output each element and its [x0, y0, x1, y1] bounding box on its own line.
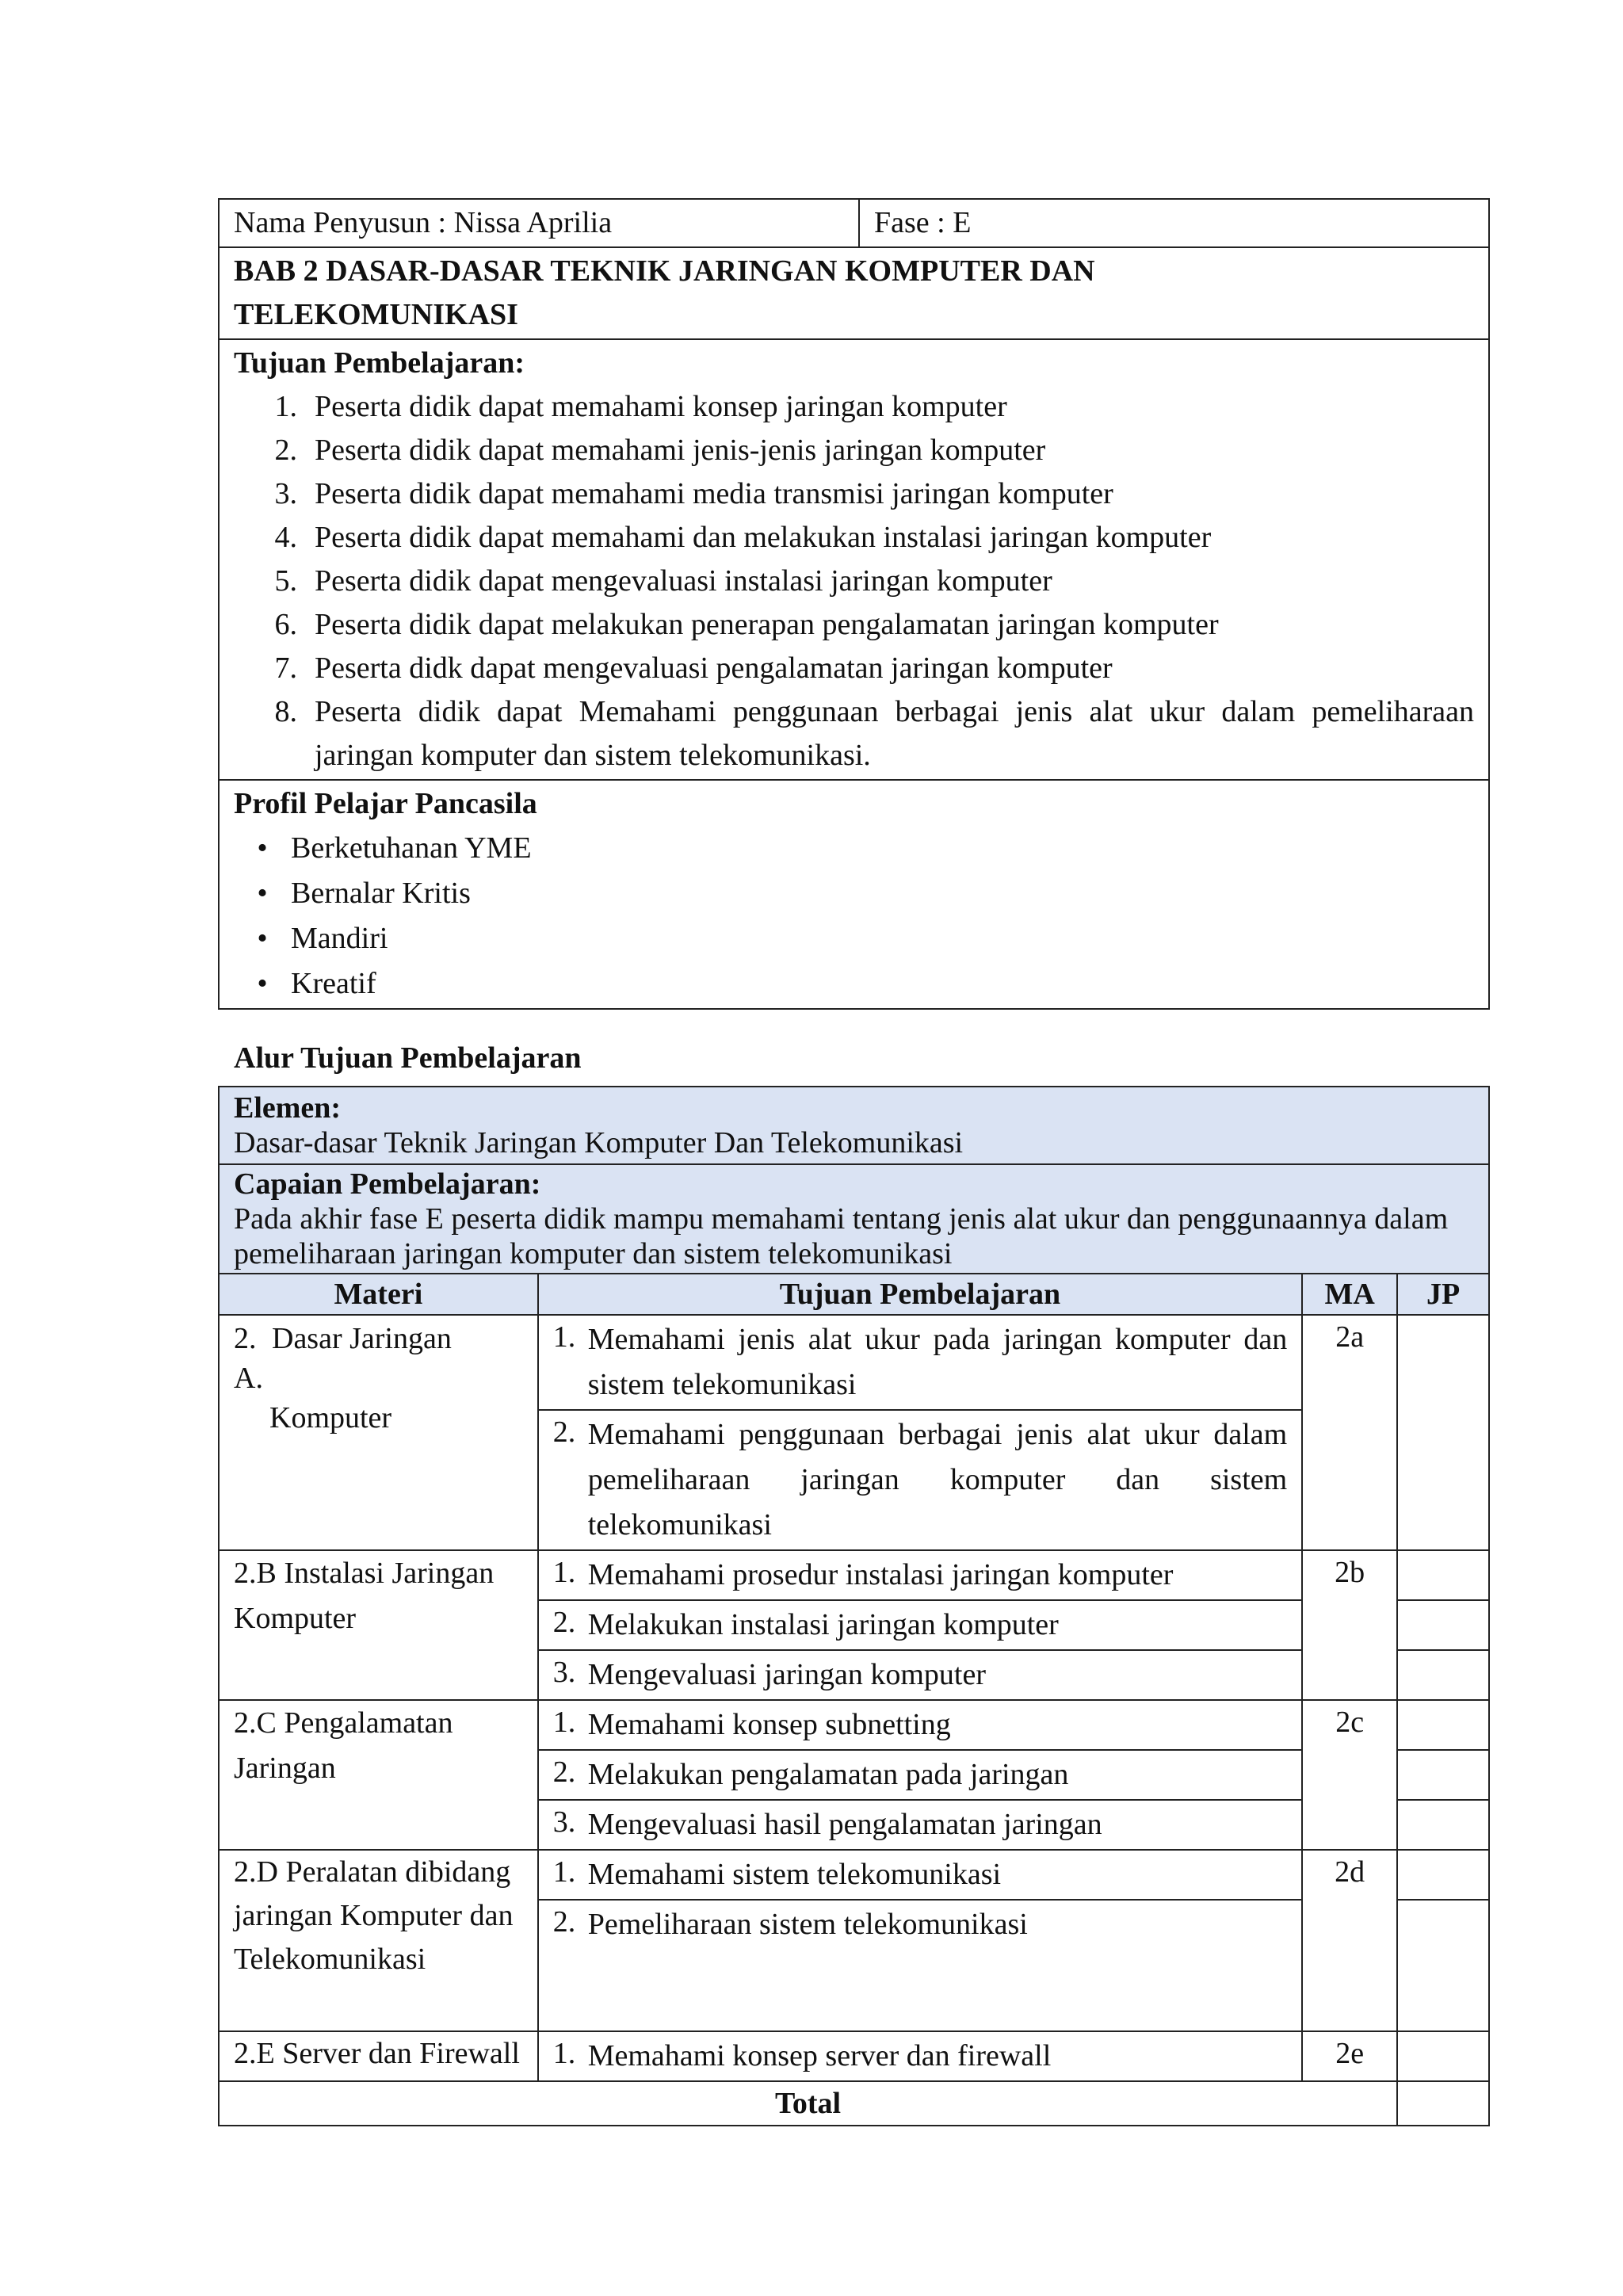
total-row	[219, 2081, 1489, 2126]
tp-cell: 1. Memahami sistem telekomunikasi	[538, 1850, 1303, 1900]
col-header-materi: Materi	[219, 1274, 538, 1315]
ma-cell: 2c	[1302, 1700, 1397, 1850]
profil-title: Profil Pelajar Pancasila	[234, 787, 537, 820]
fase-cell: Fase : E	[859, 199, 1489, 247]
jp-cell[interactable]	[1397, 1550, 1489, 1600]
list-item: • Kreatif	[234, 961, 1474, 1007]
list-item: 4. Peserta didik dapat memahami dan melakukan instalasi jaringan komputer	[274, 521, 1212, 554]
col-header-tujuan: Tujuan Pembelajaran	[538, 1274, 1303, 1315]
jp-cell[interactable]	[1397, 1315, 1489, 1550]
total-jp-cell[interactable]	[1397, 2081, 1489, 2126]
elemen-label: Elemen:	[234, 1091, 342, 1125]
bab-title-line2: TELEKOMUNIKASI	[234, 298, 518, 331]
jp-cell[interactable]	[1397, 1700, 1489, 1750]
jp-cell[interactable]	[1397, 2031, 1489, 2081]
list-item: 7. Peserta didk dapat mengevaluasi pengalamatan jaringan komputer	[274, 651, 1113, 685]
ma-cell: 2a	[1302, 1315, 1397, 1550]
bab-title-line1: BAB 2 DASAR-DASAR TEKNIK JARINGAN KOMPUTER DAN	[234, 254, 1095, 288]
col-header-jp: JP	[1397, 1274, 1489, 1315]
materi-cell: 2.D Peralatan dibidang jaringan Komputer dan Telekomunikasi	[219, 1850, 538, 2031]
bullet-icon: •	[257, 967, 268, 1000]
profil-cell	[219, 780, 1489, 1009]
tp-cell: 1. Memahami konsep subnetting	[538, 1700, 1303, 1750]
materi-cell: 2.E Server dan Firewall	[219, 2031, 538, 2081]
materi-cell: 2.B Instalasi Jaringan Komputer	[219, 1550, 538, 1700]
elemen-cell	[219, 1087, 1489, 1164]
materi-cell: 2. A. Dasar Jaringan Komputer	[219, 1315, 538, 1550]
bab-title-cell	[219, 247, 1489, 339]
ma-cell: 2e	[1302, 2031, 1397, 2081]
tp-cell: 2. Memahami penggunaan berbagai jenis alat ukur dalam pemeliharaan jaringan komputer dan sistem telekomunikasi	[538, 1410, 1303, 1550]
list-item: 2. Peserta didik dapat memahami jenis-jenis jaringan komputer	[274, 434, 1046, 467]
tp-cell: 1. Memahami jenis alat ukur pada jaringan komputer dan sistem telekomunikasi	[538, 1315, 1303, 1410]
jp-cell[interactable]	[1397, 1650, 1489, 1700]
total-label: Total	[219, 2081, 1397, 2126]
list-item: 6. Peserta didik dapat melakukan penerapan pengalamatan jaringan komputer	[274, 608, 1219, 641]
table-row	[219, 1550, 1489, 1600]
list-item: 1. Peserta didik dapat memahami konsep jaringan komputer	[274, 390, 1007, 423]
jp-cell[interactable]	[1397, 1750, 1489, 1800]
ma-cell: 2b	[1302, 1550, 1397, 1700]
list-item: • Mandiri	[234, 916, 1474, 961]
table-row	[219, 1850, 1489, 1900]
tp-cell: 3. Mengevaluasi hasil pengalamatan jaringan	[538, 1800, 1303, 1850]
capaian-value: Pada akhir fase E peserta didik mampu memahami tentang jenis alat ukur dan penggunaannya dalam pemeliharaan jaringan komputer dan sistem telekomunikasi	[234, 1202, 1449, 1270]
table-row	[219, 2031, 1489, 2081]
tp-cell: 1. Memahami prosedur instalasi jaringan komputer	[538, 1550, 1303, 1600]
list-item: 8. Peserta didik dapat Memahami penggunaan berbagai jenis alat ukur dalam pemeliharaan jaringan komputer dan sistem telekomunikasi.	[274, 695, 1474, 772]
tujuan-title: Tujuan Pembelajaran:	[234, 346, 525, 380]
capaian-label: Capaian Pembelajaran:	[234, 1167, 541, 1201]
table-row	[219, 1315, 1489, 1410]
bullet-icon: •	[257, 877, 268, 910]
info-table	[218, 198, 1490, 1010]
tp-cell: 1. Memahami konsep server dan firewall	[538, 2031, 1303, 2081]
list-item: 5. Peserta didik dapat mengevaluasi instalasi jaringan komputer	[274, 564, 1052, 598]
bullet-icon: •	[257, 831, 268, 865]
jp-cell[interactable]	[1397, 1850, 1489, 1900]
tujuan-list	[234, 385, 1474, 777]
penyusun-cell: Nama Penyusun : Nissa Aprilia	[219, 199, 859, 247]
jp-cell[interactable]	[1397, 1600, 1489, 1650]
elemen-value: Dasar-dasar Teknik Jaringan Komputer Dan Telekomunikasi	[234, 1126, 964, 1159]
alur-table	[218, 1086, 1490, 2126]
tujuan-cell	[219, 339, 1489, 780]
tp-cell: 2. Pemeliharaan sistem telekomunikasi	[538, 1900, 1303, 2031]
jp-cell[interactable]	[1397, 1900, 1489, 2031]
list-item: 3. Peserta didik dapat memahami media transmisi jaringan komputer	[274, 477, 1113, 510]
col-header-ma: MA	[1302, 1274, 1397, 1315]
table-row	[219, 1700, 1489, 1750]
ma-cell: 2d	[1302, 1850, 1397, 2031]
tp-cell: 2. Melakukan pengalamatan pada jaringan	[538, 1750, 1303, 1800]
alur-heading: Alur Tujuan Pembelajaran	[234, 1041, 582, 1075]
list-item: • Bernalar Kritis	[234, 871, 1474, 916]
bullet-icon: •	[257, 922, 268, 955]
list-item: • Berketuhanan YME	[234, 826, 1474, 871]
tp-cell: 3. Mengevaluasi jaringan komputer	[538, 1650, 1303, 1700]
capaian-cell	[219, 1164, 1489, 1274]
materi-cell: 2.C Pengalamatan Jaringan	[219, 1700, 538, 1850]
jp-cell[interactable]	[1397, 1800, 1489, 1850]
tp-cell: 2. Melakukan instalasi jaringan komputer	[538, 1600, 1303, 1650]
profil-list	[234, 826, 1474, 1007]
